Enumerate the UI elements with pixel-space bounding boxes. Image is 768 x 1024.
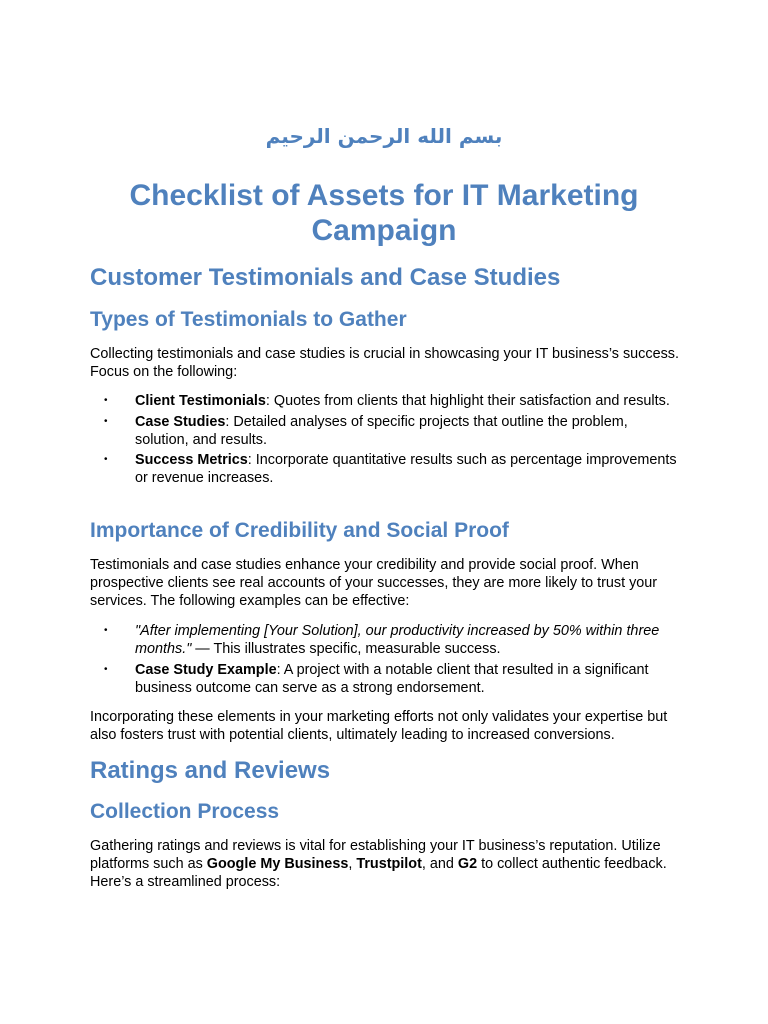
- credibility-examples-list: [90, 622, 680, 699]
- platform-g2: G2: [457, 856, 478, 872]
- bullet-icon: •: [104, 454, 108, 465]
- paragraph-collection-intro: [90, 837, 680, 891]
- item-term: Case Studies: [135, 413, 226, 430]
- list-item: [90, 661, 680, 697]
- paragraph-credibility-intro: Testimonials and case studies enhance your credibility and provide social proof. When prospective clients see real accounts of your successes, they are more likely to trust your services. The following examples can be effective:: [90, 557, 658, 609]
- paragraph-credibility-closing: Incorporating these elements in your marketing efforts not only validates your expertise but also fosters trust with potential clients, ultimately leading to increased conversions.: [90, 709, 668, 743]
- section-heading-testimonials: Customer Testimonials and Case Studies: [90, 264, 561, 291]
- item-text: : A project with a notable client that resulted in a significant business outcome can serve as a strong endorsement.: [135, 661, 649, 696]
- document-title: Checklist of Assets for IT Marketing Campaign: [129, 179, 639, 247]
- list-item: [90, 413, 680, 449]
- subsection-heading-collection: Collection Process: [90, 800, 280, 823]
- intro-text: to collect authentic feedback. Here’s a streamlined process:: [90, 856, 667, 890]
- testimonial-types-list: [90, 392, 680, 490]
- list-item: [90, 622, 680, 658]
- intro-text: Gathering ratings and reviews is vital for establishing your IT business’s reputation. Utilize platforms such as: [90, 838, 661, 872]
- bullet-icon: •: [104, 415, 108, 427]
- basmala-heading: بسم الله الرحمن الرحيم: [265, 124, 503, 148]
- quote-tail: — This illustrates specific, measurable success.: [191, 641, 501, 657]
- item-term: Success Metrics: [135, 452, 248, 468]
- item-term: Client Testimonials: [135, 393, 266, 409]
- item-text: : Quotes from clients that highlight their satisfaction and results.: [265, 393, 670, 409]
- bullet-icon: •: [104, 625, 108, 636]
- list-item: [90, 392, 680, 410]
- item-text: : Incorporate quantitative results such as percentage improvements or revenue increases.: [135, 452, 677, 486]
- subsection-heading-credibility: Importance of Credibility and Social Proof: [90, 519, 509, 542]
- paragraph-types-intro: Collecting testimonials and case studies is crucial in showcasing your IT business’s success. Focus on the following:: [90, 346, 679, 380]
- separator: ,: [348, 856, 357, 872]
- list-item: [90, 451, 680, 487]
- bullet-icon: •: [104, 663, 108, 675]
- quote-text: "After implementing [Your Solution], our productivity increased by 50% within three months.": [135, 623, 660, 657]
- item-term: Case Study Example: [135, 661, 277, 678]
- platform-google: Google My Business: [206, 856, 349, 872]
- bullet-icon: •: [104, 395, 108, 406]
- separator: , and: [421, 856, 458, 872]
- platform-trustpilot: Trustpilot: [356, 856, 422, 872]
- subsection-heading-types: Types of Testimonials to Gather: [90, 308, 407, 331]
- item-text: : Detailed analyses of specific projects that outline the problem, solution, and results.: [135, 413, 628, 448]
- section-heading-ratings: Ratings and Reviews: [90, 757, 331, 784]
